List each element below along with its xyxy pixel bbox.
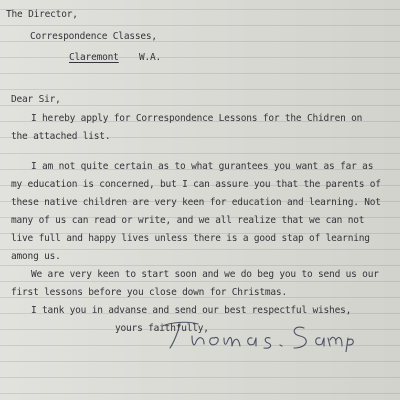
handwritten-signature xyxy=(158,318,358,352)
address-line-1: The Director, xyxy=(6,9,78,20)
address-state: W.A. xyxy=(139,52,162,63)
salutation: Dear Sir, xyxy=(11,94,61,105)
body-line-5: these native children are very keen for education and learning. Not xyxy=(11,197,381,208)
body-line-2: the attached list. xyxy=(11,131,111,142)
body-line-4: my education is concerned, but I can assure you that the parents of xyxy=(11,179,381,190)
address-line-2: Correspondence Classes, xyxy=(30,31,157,42)
address-city: Claremont xyxy=(69,52,119,63)
body-line-6: many of us can read or write, and we all realize that we can not xyxy=(11,215,365,226)
body-line-11: I tank you in advanse and send our best respectful wishes, xyxy=(31,305,352,316)
body-line-1: I hereby apply for Correspondence Lessons for the Chidren on xyxy=(31,113,363,124)
body-line-10: first lessons before you close down for Christmas. xyxy=(11,287,287,298)
body-line-7: live full and happy lives unless there is a good stap of learning xyxy=(11,233,370,244)
closing: yours faithfully, xyxy=(115,323,209,334)
body-line-3: I am not quite certain as to what gurantees you want as far as xyxy=(31,161,374,172)
body-line-8: among us. xyxy=(11,251,61,262)
body-line-9: We are very keen to start soon and we do beg you to send us our xyxy=(31,269,379,280)
